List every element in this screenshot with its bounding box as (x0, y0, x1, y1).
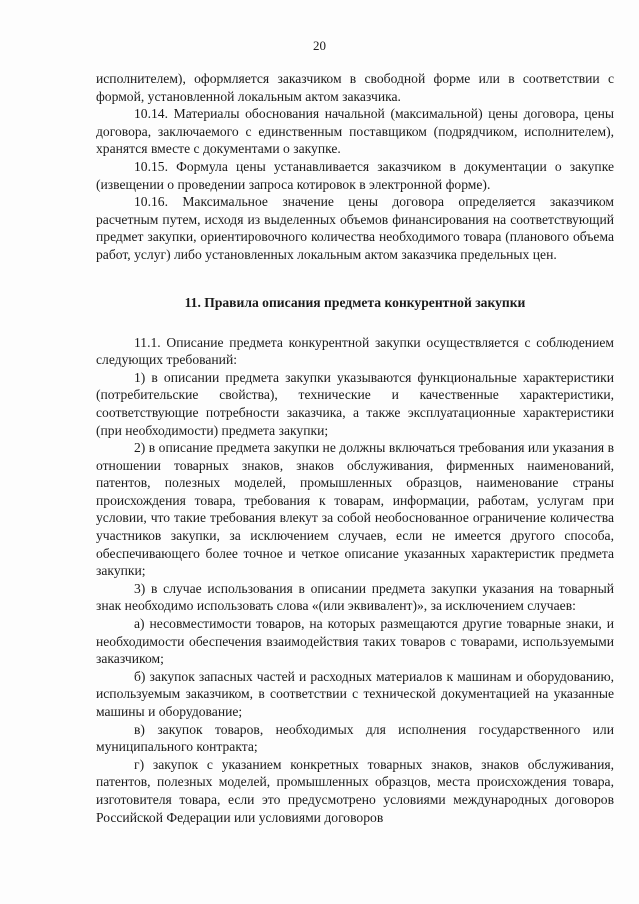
paragraph-10-14: 10.14. Материалы обоснования начальной (максимальной) цены договора, цены договора, заключаемого с единственным поставщиком (подрядчиком, исполнителем), хранятся вместе с документами о закупке. (96, 106, 614, 157)
paragraph-10-16: 10.16. Максимальное значение цены договора определяется заказчиком расчетным путем, исходя из выделенных объемов финансирования на соответствующий предмет закупки, ориентировочного количества необходимого товара (планового объема работ, услуг) либо установленных локальным актом заказчика предельных цен. (96, 194, 614, 262)
sub-item-a: а) несовместимости товаров, на которых размещаются другие товарные знаки, и необходимости обеспечения взаимодействия таких товаров с товарами, используемыми заказчиком; (96, 616, 614, 667)
list-item-1: 1) в описании предмета закупки указываются функциональные характеристики (потребительские свойства), технические и качественные характеристики, соответствующие потребности заказчика, а также эксплуатационные характеристики (при необходимости) предмета закупки; (96, 369, 614, 438)
list-item-3: 3) в случае использования в описании предмета закупки указания на товарный знак необходимо использовать слова «(или эквивалент)», за исключением случаев: (96, 580, 614, 614)
sub-item-b: б) закупок запасных частей и расходных материалов к машинам и оборудованию, используемым заказчиком, в соответствии с технической документацией на указанные машины и оборудование; (96, 668, 614, 719)
sub-item-g: г) закупок с указанием конкретных товарных знаков, знаков обслуживания, патентов, полезных моделей, промышленных образцов, места происхождения товара, изготовителя товара, если это предусмотрено условиями международных договоров Российской Федерации или условиями договоров (96, 756, 614, 825)
paragraph-10-15: 10.15. Формула цены устанавливается заказчиком в документации о закупке (извещении о проведении запроса котировок в электронной форме). (96, 158, 614, 192)
paragraph-continuation: исполнителем), оформляется заказчиком в свободной форме или в соответствии с формой, установленной локальным актом заказчика. (96, 71, 614, 104)
sub-item-v: в) закупок товаров, необходимых для исполнения государственного или муниципального контракта; (96, 721, 614, 755)
page-number: 20 (313, 38, 326, 53)
section-heading: 11. Правила описания предмета конкурентной закупки (184, 294, 526, 310)
list-item-2: 2) в описание предмета закупки не должны включаться требования или указания в отношении товарных знаков, знаков обслуживания, фирменных наименований, патентов, полезных моделей, промышленных образцов, наименование страны происхождения товара, требования к товарам, информации, работам, услугам при условии, что такие требования влекут за собой необоснованное ограничение количества участников закупки, за исключением случаев, если не имеется другого способа, обеспечивающего более точное и четкое описание указанных характеристик предмета закупки; (96, 440, 614, 579)
paragraph-11-1: 11.1. Описание предмета конкурентной закупки осуществляется с соблюдением следующих требований: (96, 334, 614, 368)
document-body (96, 70, 614, 826)
